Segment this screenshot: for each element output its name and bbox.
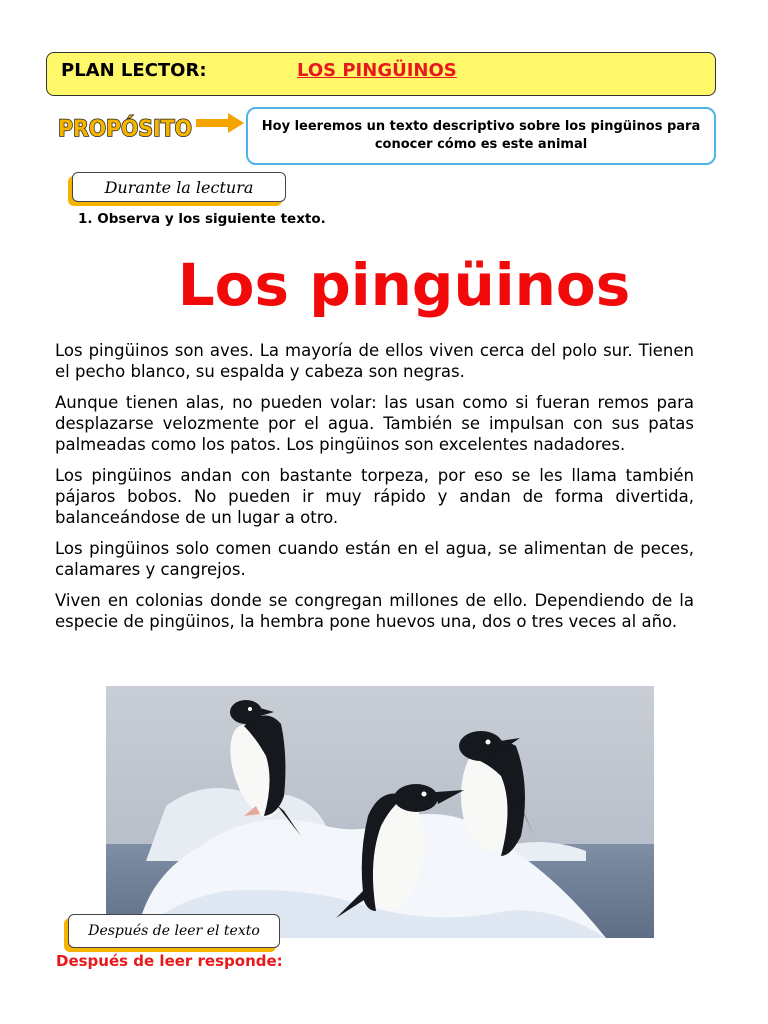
header-title: LOS PINGÜINOS [297,60,457,81]
after-reading-tab [68,914,280,948]
paragraph: Viven en colonias donde se congregan millones de ello. Dependiendo de la especie de pingüinos, la hembra pone huevos una, dos o tres veces al año. [55,591,694,631]
instruction: 1. Observa y los siguiente texto. [78,211,326,227]
after-reading-instruction: Después de leer responde: [56,952,283,970]
paragraph: Aunque tienen alas, no pueden volar: las usan como si fueran remos para desplazarse velozmente por el agua. También se impulsan con sus patas palmeadas como los patos. Los pingüinos son excelentes nadadores. [55,393,694,454]
proposito-badge [56,110,196,144]
purpose-text: Hoy leeremos un texto descriptivo sobre los pingüinos para conocer cómo es este animal [261,119,701,152]
after-reading-label: Después de leer el texto [88,923,260,939]
during-reading-label: Durante la lectura [104,177,254,197]
proposito-badge-text: PROPÓSITO [58,117,196,142]
page-title: Los pingüinos [177,251,631,319]
paragraph: Los pingüinos son aves. La mayoría de ellos viven cerca del polo sur. Tienen el pecho blanco, su espalda y cabeza son negras. [55,341,694,381]
arrow-right-icon [196,113,244,133]
during-reading-tab [72,172,286,202]
paragraph: Los pingüinos andan con bastante torpeza, por eso se les llama también pájaros bobos. No pueden ir muy rápido y andan de forma divertida, balanceándose de un lugar a otro. [55,466,694,527]
penguins-photo [106,686,654,938]
purpose-box [246,107,716,165]
paragraph: Los pingüinos solo comen cuando están en el agua, se alimentan de peces, calamares y cangrejos. [55,539,694,579]
header-box [46,52,716,96]
header-label: PLAN LECTOR: [61,60,207,81]
reading-text [55,340,694,642]
